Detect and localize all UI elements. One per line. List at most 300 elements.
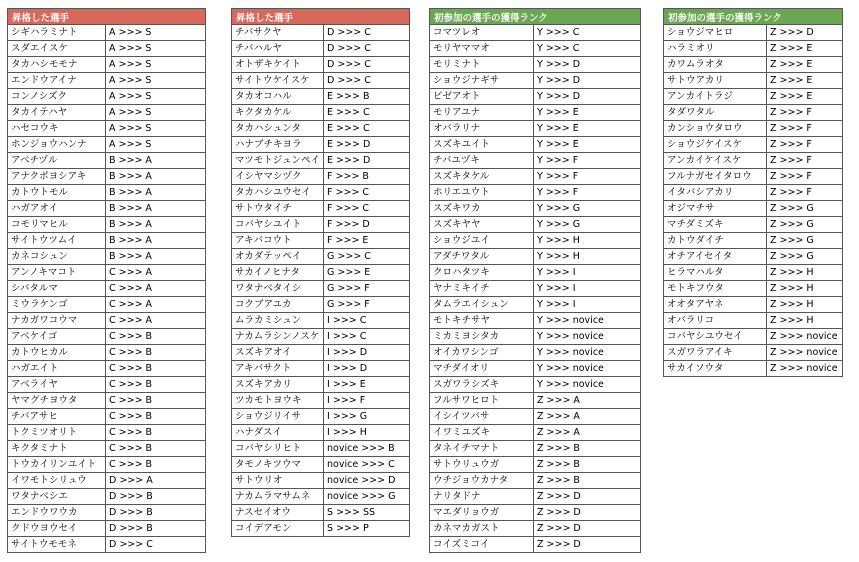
rank-change-cell: C >>> A <box>106 313 206 329</box>
player-name-cell: モトキチサヤ <box>430 313 534 329</box>
player-name-cell: タネイチマナト <box>430 441 534 457</box>
table-row <box>8 57 206 73</box>
table-row <box>8 441 206 457</box>
rank-change-cell: Y >>> I <box>534 265 641 281</box>
table-row <box>8 281 206 297</box>
table-row <box>8 377 206 393</box>
player-name-cell: オオタアヤネ <box>664 297 767 313</box>
rank-change-cell: S >>> SS <box>324 505 410 521</box>
rank-change-cell: B >>> A <box>106 153 206 169</box>
table-row <box>232 201 410 217</box>
table-row <box>232 121 410 137</box>
table-row <box>232 489 410 505</box>
player-name-cell: ショウジケイスケ <box>664 137 767 153</box>
rank-change-cell: Z >>> G <box>767 233 843 249</box>
table-row <box>430 425 641 441</box>
table-row <box>430 345 641 361</box>
rank-change-cell: D >>> A <box>106 473 206 489</box>
table-row <box>664 137 843 153</box>
player-name-cell: シギハラミナト <box>8 25 106 41</box>
table-row <box>232 425 410 441</box>
rank-change-cell: B >>> A <box>106 217 206 233</box>
table-row <box>8 105 206 121</box>
rank-change-cell: Y >>> G <box>534 201 641 217</box>
rank-change-cell: F >>> D <box>324 217 410 233</box>
table-row <box>232 409 410 425</box>
rank-change-cell: Z >>> E <box>767 41 843 57</box>
table-row <box>8 25 206 41</box>
rank-change-cell: C >>> B <box>106 425 206 441</box>
rank-change-cell: I >>> E <box>324 377 410 393</box>
table-row <box>430 185 641 201</box>
player-name-cell: スズキヤヤ <box>430 217 534 233</box>
rank-change-cell: Z >>> G <box>767 249 843 265</box>
player-name-cell: ナカムラマサムネ <box>232 489 324 505</box>
rank-change-cell: Z >>> A <box>534 425 641 441</box>
rank-change-cell: Z >>> A <box>534 409 641 425</box>
table-row <box>664 57 843 73</box>
new-players-rank-table-1 <box>429 8 641 553</box>
table-row <box>8 521 206 537</box>
player-name-cell: コモリマヒル <box>8 217 106 233</box>
player-name-cell: ナカガワコウマ <box>8 313 106 329</box>
table-row <box>232 361 410 377</box>
table-row <box>232 473 410 489</box>
rank-change-cell: Z >>> D <box>534 521 641 537</box>
table-row <box>430 121 641 137</box>
table-row <box>8 345 206 361</box>
table-row <box>232 185 410 201</box>
table-row <box>8 297 206 313</box>
rank-change-cell: Y >>> H <box>534 249 641 265</box>
rank-change-cell: D >>> B <box>106 489 206 505</box>
table-row <box>8 121 206 137</box>
player-name-cell: コンノシズク <box>8 89 106 105</box>
rank-change-cell: C >>> B <box>106 409 206 425</box>
rank-change-cell: A >>> S <box>106 137 206 153</box>
player-name-cell: タカハシュンタ <box>232 121 324 137</box>
rank-change-cell: Y >>> C <box>534 25 641 41</box>
table-row <box>664 185 843 201</box>
rank-change-cell: C >>> B <box>106 345 206 361</box>
player-name-cell: ショウジナギサ <box>430 73 534 89</box>
table-row <box>8 137 206 153</box>
player-name-cell: ナカムラシンノスケ <box>232 329 324 345</box>
player-name-cell: マチダイオリ <box>430 361 534 377</box>
table-row <box>430 137 641 153</box>
player-name-cell: カトウヒカル <box>8 345 106 361</box>
player-name-cell: サイトウツムイ <box>8 233 106 249</box>
table-row <box>430 105 641 121</box>
player-name-cell: サイトウケイスケ <box>232 73 324 89</box>
table-row <box>232 105 410 121</box>
player-name-cell: イシイツバサ <box>430 409 534 425</box>
table-row <box>232 73 410 89</box>
rank-change-cell: Z >>> F <box>767 137 843 153</box>
rank-change-cell: B >>> A <box>106 201 206 217</box>
table-row <box>8 265 206 281</box>
player-name-cell: ナリタドナ <box>430 489 534 505</box>
rank-change-cell: I >>> D <box>324 345 410 361</box>
table-row <box>232 313 410 329</box>
table-row <box>430 41 641 57</box>
rank-change-cell: A >>> S <box>106 89 206 105</box>
rank-change-cell: Z >>> B <box>534 473 641 489</box>
rank-change-cell: Z >>> novice <box>767 345 843 361</box>
table-row <box>232 441 410 457</box>
player-name-cell: イワミユズキ <box>430 425 534 441</box>
player-name-cell: タカハシモモナ <box>8 57 106 73</box>
rank-change-cell: G >>> F <box>324 297 410 313</box>
rank-change-cell: Y >>> E <box>534 121 641 137</box>
player-name-cell: エンドウアイナ <box>8 73 106 89</box>
table-row <box>430 169 641 185</box>
rank-change-cell: D >>> C <box>324 41 410 57</box>
player-name-cell: オカダテッペイ <box>232 249 324 265</box>
player-name-cell: カトウダイチ <box>664 233 767 249</box>
player-name-cell: サトウタイチ <box>232 201 324 217</box>
player-name-cell: オトザキケイト <box>232 57 324 73</box>
table-row <box>8 537 206 553</box>
table-row <box>8 393 206 409</box>
player-name-cell: フルサワヒロト <box>430 393 534 409</box>
rank-change-cell: Y >>> E <box>534 105 641 121</box>
rank-change-cell: C >>> A <box>106 265 206 281</box>
table-row <box>232 281 410 297</box>
rank-change-cell: C >>> B <box>106 377 206 393</box>
player-name-cell: フルナガセイタロウ <box>664 169 767 185</box>
table-row <box>430 217 641 233</box>
player-name-cell: ハセコウキ <box>8 121 106 137</box>
player-name-cell: ショウジユイ <box>430 233 534 249</box>
rank-change-cell: C >>> A <box>106 297 206 313</box>
table-row <box>664 73 843 89</box>
table-row <box>430 201 641 217</box>
table-row <box>664 313 843 329</box>
table-row <box>8 185 206 201</box>
player-name-cell: ビゼアオト <box>430 89 534 105</box>
player-name-cell: チバユヅキ <box>430 153 534 169</box>
table-row <box>430 505 641 521</box>
player-name-cell: ヒラマハルタ <box>664 265 767 281</box>
rank-change-cell: A >>> S <box>106 121 206 137</box>
table-row <box>430 329 641 345</box>
table-row <box>430 377 641 393</box>
rank-change-cell: Z >>> D <box>534 537 641 553</box>
player-name-cell: コバヤシユイト <box>232 217 324 233</box>
player-name-cell: ハナブチキヨラ <box>232 137 324 153</box>
table-row <box>8 329 206 345</box>
rank-change-cell: G >>> C <box>324 249 410 265</box>
player-name-cell: サイトウモモネ <box>8 537 106 553</box>
table-row <box>232 137 410 153</box>
player-name-cell: カネコシュン <box>8 249 106 265</box>
table-row <box>8 313 206 329</box>
rank-change-cell: S >>> P <box>324 521 410 537</box>
player-name-cell: イワモトシリュウ <box>8 473 106 489</box>
rank-change-cell: A >>> S <box>106 25 206 41</box>
player-name-cell: マチダミズキ <box>664 217 767 233</box>
table-row <box>430 489 641 505</box>
table-row <box>8 153 206 169</box>
rank-change-cell: Y >>> novice <box>534 345 641 361</box>
table-row <box>430 409 641 425</box>
rank-change-cell: B >>> A <box>106 249 206 265</box>
player-name-cell: ヤマグチヨウタ <box>8 393 106 409</box>
player-name-cell: モリヤママオ <box>430 41 534 57</box>
player-name-cell: アキバサクト <box>232 361 324 377</box>
table-row <box>430 473 641 489</box>
player-name-cell: スダエイスケ <box>8 41 106 57</box>
player-name-cell: タカオコハル <box>232 89 324 105</box>
player-name-cell: カンショウタロウ <box>664 121 767 137</box>
rank-change-cell: E >>> B <box>324 89 410 105</box>
rank-change-cell: D >>> B <box>106 521 206 537</box>
rank-change-cell: F >>> E <box>324 233 410 249</box>
table-row <box>430 441 641 457</box>
rank-change-cell: E >>> C <box>324 105 410 121</box>
rank-change-cell: Y >>> novice <box>534 377 641 393</box>
player-name-cell: キクタミナト <box>8 441 106 457</box>
player-name-cell: ワタナベシエ <box>8 489 106 505</box>
player-name-cell: コマツレオ <box>430 25 534 41</box>
player-name-cell: キクタカケル <box>232 105 324 121</box>
table-row <box>430 457 641 473</box>
table-row <box>232 57 410 73</box>
player-name-cell: ハラミオリ <box>664 41 767 57</box>
rank-change-cell: D >>> C <box>324 73 410 89</box>
table-row <box>232 41 410 57</box>
rank-change-cell: Y >>> H <box>534 233 641 249</box>
player-name-cell: クドウヨウセイ <box>8 521 106 537</box>
rank-change-cell: C >>> B <box>106 441 206 457</box>
rank-change-cell: Z >>> B <box>534 457 641 473</box>
player-name-cell: モリミナト <box>430 57 534 73</box>
player-name-cell: エンドウワウカ <box>8 505 106 521</box>
rank-change-cell: Y >>> I <box>534 281 641 297</box>
player-name-cell: ハナダスイ <box>232 425 324 441</box>
table-header: 昇格した選手 <box>232 9 410 25</box>
promoted-players-table-1 <box>7 8 206 553</box>
player-name-cell: イタバシアカリ <box>664 185 767 201</box>
table-row <box>430 297 641 313</box>
table-row <box>232 377 410 393</box>
player-name-cell: アベケイゴ <box>8 329 106 345</box>
player-name-cell: オバラリナ <box>430 121 534 137</box>
rank-change-cell: novice >>> B <box>324 441 410 457</box>
rank-change-cell: Z >>> D <box>534 489 641 505</box>
rank-change-cell: D >>> C <box>106 537 206 553</box>
player-name-cell: サカイソウタ <box>664 361 767 377</box>
rank-change-cell: B >>> A <box>106 233 206 249</box>
table-row <box>664 329 843 345</box>
player-name-cell: カネマカガスト <box>430 521 534 537</box>
table-row <box>430 73 641 89</box>
rank-change-cell: Z >>> E <box>767 73 843 89</box>
table-row <box>664 89 843 105</box>
rank-change-cell: I >>> F <box>324 393 410 409</box>
rank-change-cell: B >>> A <box>106 169 206 185</box>
table-row <box>232 297 410 313</box>
rank-change-cell: Y >>> novice <box>534 361 641 377</box>
player-name-cell: アダチワタル <box>430 249 534 265</box>
player-name-cell: クロハタツキ <box>430 265 534 281</box>
table-row <box>8 217 206 233</box>
table-row <box>232 265 410 281</box>
rank-change-cell: Z >>> D <box>534 505 641 521</box>
table-row <box>430 57 641 73</box>
table-header: 昇格した選手 <box>8 9 206 25</box>
rank-change-cell: Y >>> E <box>534 137 641 153</box>
rank-change-cell: novice >>> C <box>324 457 410 473</box>
rank-change-cell: Y >>> D <box>534 57 641 73</box>
player-name-cell: ハガアオイ <box>8 201 106 217</box>
rank-change-cell: C >>> B <box>106 393 206 409</box>
table-row <box>8 457 206 473</box>
rank-change-cell: Y >>> D <box>534 73 641 89</box>
table-row <box>664 265 843 281</box>
rank-change-cell: B >>> A <box>106 185 206 201</box>
rank-change-cell: Y >>> C <box>534 41 641 57</box>
table-row <box>232 345 410 361</box>
rank-change-cell: G >>> E <box>324 265 410 281</box>
rank-change-cell: C >>> B <box>106 361 206 377</box>
rank-change-cell: Z >>> F <box>767 121 843 137</box>
rank-change-cell: novice >>> G <box>324 489 410 505</box>
player-name-cell: スズキワカ <box>430 201 534 217</box>
table-row <box>430 249 641 265</box>
player-name-cell: スズキアオイ <box>232 345 324 361</box>
table-row <box>8 473 206 489</box>
table-row <box>430 281 641 297</box>
rank-change-cell: Z >>> G <box>767 217 843 233</box>
table-row <box>232 393 410 409</box>
rank-change-cell: Z >>> A <box>534 393 641 409</box>
table-row <box>664 233 843 249</box>
player-name-cell: モトキフウタ <box>664 281 767 297</box>
table-row <box>430 265 641 281</box>
rank-change-cell: A >>> S <box>106 105 206 121</box>
player-name-cell: スガワラシズキ <box>430 377 534 393</box>
table-row <box>232 457 410 473</box>
player-name-cell: コクブアユカ <box>232 297 324 313</box>
table-row <box>8 409 206 425</box>
player-name-cell: サトウリュウガ <box>430 457 534 473</box>
rank-change-cell: Y >>> F <box>534 185 641 201</box>
table-row <box>232 329 410 345</box>
player-name-cell: イシヤマシヅク <box>232 169 324 185</box>
player-name-cell: チバハルヤ <box>232 41 324 57</box>
rank-change-cell: E >>> D <box>324 137 410 153</box>
table-row <box>664 105 843 121</box>
table-row <box>430 313 641 329</box>
table-row <box>8 505 206 521</box>
player-name-cell: アンカイケイスケ <box>664 153 767 169</box>
rank-change-cell: Y >>> D <box>534 89 641 105</box>
player-name-cell: アベチヅル <box>8 153 106 169</box>
table-header: 初参加の選手の獲得ランク <box>664 9 843 25</box>
rank-change-cell: I >>> G <box>324 409 410 425</box>
player-name-cell: タカハシユウセイ <box>232 185 324 201</box>
player-name-cell: サカイノヒナタ <box>232 265 324 281</box>
player-name-cell: ミカミヨシタカ <box>430 329 534 345</box>
table-row <box>232 89 410 105</box>
player-name-cell: マツモトジュンペイ <box>232 153 324 169</box>
player-name-cell: トウカイリンユイト <box>8 457 106 473</box>
player-name-cell: コイデアモン <box>232 521 324 537</box>
player-name-cell: コバヤシユウセイ <box>664 329 767 345</box>
player-name-cell: オチアイセイタ <box>664 249 767 265</box>
player-name-cell: オジマチサ <box>664 201 767 217</box>
rank-change-cell: Y >>> novice <box>534 329 641 345</box>
player-name-cell: コイズミコイ <box>430 537 534 553</box>
player-name-cell: タカイテハヤ <box>8 105 106 121</box>
table-row <box>664 345 843 361</box>
promoted-players-table-2 <box>231 8 410 537</box>
table-row <box>232 153 410 169</box>
player-name-cell: アベライヤ <box>8 377 106 393</box>
rank-change-cell: F >>> C <box>324 185 410 201</box>
player-name-cell: ワタナベタイシ <box>232 281 324 297</box>
table-row <box>430 153 641 169</box>
rank-change-cell: Y >>> novice <box>534 313 641 329</box>
table-row <box>232 25 410 41</box>
table-row <box>664 25 843 41</box>
rank-change-cell: I >>> D <box>324 361 410 377</box>
table-row <box>8 89 206 105</box>
rank-change-cell: G >>> F <box>324 281 410 297</box>
table-row <box>430 233 641 249</box>
rank-change-cell: Z >>> G <box>767 201 843 217</box>
table-row <box>232 505 410 521</box>
rank-change-cell: Z >>> H <box>767 281 843 297</box>
table-row <box>8 489 206 505</box>
rank-change-cell: Z >>> F <box>767 169 843 185</box>
table-row <box>8 169 206 185</box>
table-row <box>664 153 843 169</box>
player-name-cell: マエダリョウガ <box>430 505 534 521</box>
player-name-cell: スズキユイト <box>430 137 534 153</box>
rank-change-cell: A >>> S <box>106 57 206 73</box>
rank-change-cell: Y >>> I <box>534 297 641 313</box>
rank-change-cell: I >>> H <box>324 425 410 441</box>
player-name-cell: シバタルマ <box>8 281 106 297</box>
rank-change-cell: D >>> C <box>324 57 410 73</box>
rank-change-cell: F >>> C <box>324 201 410 217</box>
rank-change-cell: Z >>> F <box>767 185 843 201</box>
rank-change-cell: Z >>> H <box>767 265 843 281</box>
player-name-cell: ムラカミシュン <box>232 313 324 329</box>
player-name-cell: ホリエユウト <box>430 185 534 201</box>
rank-change-cell: Z >>> novice <box>767 361 843 377</box>
rank-change-cell: Y >>> F <box>534 153 641 169</box>
rank-change-cell: E >>> C <box>324 121 410 137</box>
table-row <box>8 73 206 89</box>
player-name-cell: ウチジョウカナタ <box>430 473 534 489</box>
player-name-cell: ホンジョウハンナ <box>8 137 106 153</box>
table-row <box>232 249 410 265</box>
rank-change-cell: novice >>> D <box>324 473 410 489</box>
player-name-cell: スズキタケル <box>430 169 534 185</box>
player-name-cell: ナスセイオウ <box>232 505 324 521</box>
table-row <box>8 41 206 57</box>
player-name-cell: オバラリコ <box>664 313 767 329</box>
player-name-cell: チバアサヒ <box>8 409 106 425</box>
player-name-cell: ツカモトヨウキ <box>232 393 324 409</box>
table-row <box>430 537 641 553</box>
player-name-cell: サトウアカリ <box>664 73 767 89</box>
table-row <box>8 361 206 377</box>
